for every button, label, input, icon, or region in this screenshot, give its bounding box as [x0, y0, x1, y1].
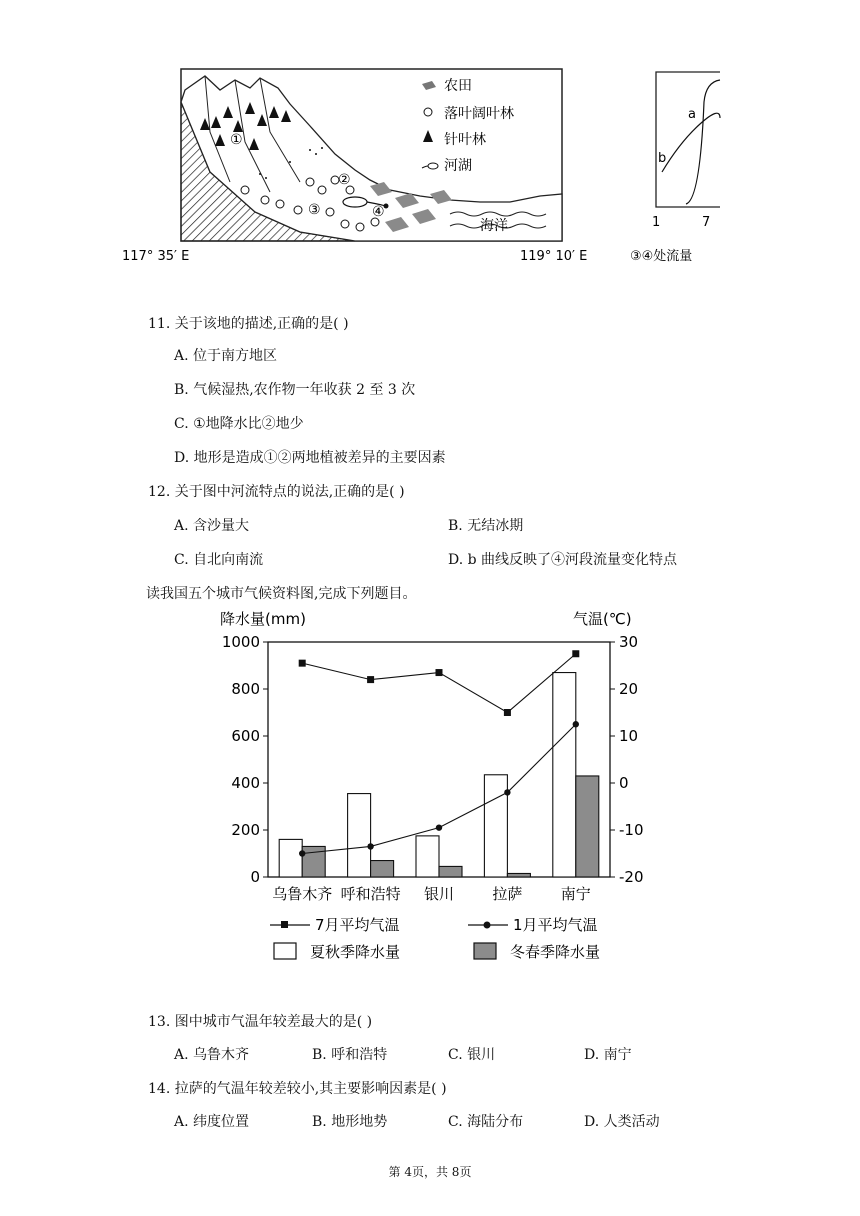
q11-option-a[interactable]: A. 位于南方地区 [174, 348, 278, 364]
legend-farmland: 农田 [444, 78, 472, 94]
bar-winter-spring [576, 776, 599, 877]
point-july-temp [572, 650, 579, 657]
point-jan-temp [367, 843, 373, 849]
point-july-temp [299, 660, 306, 667]
bar-summer-autumn [416, 836, 439, 877]
legend-winter-precip: 冬春季降水量 [510, 943, 601, 961]
q11-option-d[interactable]: D. 地形是造成①②两地植被差异的主要因素 [174, 450, 446, 466]
y-axis-title: 降水量(mm) [220, 610, 306, 628]
point-july-temp [504, 709, 511, 716]
y2-tick-label: 10 [619, 727, 639, 745]
longitude-right: 119° 10′ E [520, 249, 588, 264]
point-jan-temp [504, 789, 510, 795]
y2-tick-label: 30 [619, 633, 639, 651]
y-tick-label: 600 [231, 727, 260, 745]
bar-summer-autumn [348, 794, 371, 877]
sea-label: 海洋 [480, 218, 508, 234]
y-tick-label: 200 [231, 821, 260, 839]
x-tick-label: 南宁 [560, 885, 591, 903]
longitude-left: 117° 35′ E [122, 249, 190, 264]
q12-option-a[interactable]: A. 含沙量大 [174, 518, 250, 534]
q11-option-c[interactable]: C. ①地降水比②地少 [174, 416, 304, 432]
flow-graph [600, 62, 720, 272]
x-tick-label: 银川 [423, 885, 455, 903]
question-14: 14. 拉萨的气温年较差较小,其主要影响因素是( ) [148, 1081, 447, 1097]
legend-river: 河湖 [444, 158, 472, 174]
q12-option-c[interactable]: C. 自北向南流 [174, 552, 264, 568]
marker-3: ③ [308, 202, 321, 218]
y-tick-label: 800 [231, 680, 260, 698]
bar-winter-spring [507, 873, 530, 877]
legend-deciduous: 落叶阔叶林 [444, 106, 514, 122]
q14-option-c[interactable]: C. 海陆分布 [448, 1114, 524, 1130]
q13-option-a[interactable]: A. 乌鲁木齐 [174, 1047, 250, 1063]
bar-summer-autumn [279, 839, 302, 877]
x-tick-label: 呼和浩特 [340, 885, 401, 903]
legend-summer-precip: 夏秋季降水量 [310, 943, 401, 961]
curve-b-label: b [658, 151, 667, 166]
question-13: 13. 图中城市气温年较差最大的是( ) [148, 1014, 373, 1030]
intro-text: 读我国五个城市气候资料图,完成下列题目。 [146, 586, 417, 602]
y2-tick-label: 0 [619, 774, 629, 792]
y2-tick-label: -20 [619, 868, 644, 886]
x-tick-label: 拉萨 [492, 885, 523, 903]
q13-option-d[interactable]: D. 南宁 [584, 1047, 632, 1063]
flow-graph-caption: ③④处流量 [630, 249, 693, 264]
point-july-temp [436, 669, 443, 676]
q13-option-c[interactable]: C. 银川 [448, 1047, 496, 1063]
page-footer: 第 4页，共 8页 [388, 1165, 472, 1179]
tick-1: 1 [652, 215, 661, 230]
y-tick-label: 1000 [221, 633, 260, 651]
y2-tick-label: -10 [619, 821, 644, 839]
marker-1: ① [230, 132, 243, 148]
question-11: 11. 关于该地的描述,正确的是( ) [148, 316, 349, 332]
tick-7: 7 [702, 215, 711, 230]
point-jan-temp [436, 824, 442, 830]
marker-2: ② [338, 172, 351, 188]
q13-option-b[interactable]: B. 呼和浩特 [312, 1047, 388, 1063]
q14-option-b[interactable]: B. 地形地势 [312, 1114, 388, 1130]
point-jan-temp [299, 850, 305, 856]
y-tick-label: 400 [231, 774, 260, 792]
bar-summer-autumn [484, 775, 507, 877]
x-tick-label: 乌鲁木齐 [272, 885, 333, 903]
q12-option-d[interactable]: D. b 曲线反映了④河段流量变化特点 [448, 552, 678, 568]
legend-jan-temp: 1月平均气温 [513, 916, 598, 934]
climate-chart [200, 600, 660, 980]
terrain-map [122, 62, 600, 272]
y2-tick-label: 20 [619, 680, 639, 698]
bar-winter-spring [439, 866, 462, 877]
y2-axis-title: 气温(℃) [573, 610, 632, 628]
legend-conifer: 针叶林 [444, 132, 486, 148]
bar-winter-spring [371, 861, 394, 877]
line-july-temp [302, 654, 576, 713]
line-jan-temp [302, 724, 576, 853]
y-tick-label: 0 [250, 868, 260, 886]
curve-a-label: a [688, 107, 696, 122]
question-12: 12. 关于图中河流特点的说法,正确的是( ) [148, 484, 405, 500]
legend-july-temp: 7月平均气温 [315, 916, 400, 934]
q12-option-b[interactable]: B. 无结冰期 [448, 518, 524, 534]
point-july-temp [367, 676, 374, 683]
bar-summer-autumn [553, 673, 576, 877]
q14-option-d[interactable]: D. 人类活动 [584, 1114, 660, 1130]
marker-4: ④ [372, 204, 385, 220]
q11-option-b[interactable]: B. 气候湿热,农作物一年收获 2 至 3 次 [174, 382, 416, 398]
q14-option-a[interactable]: A. 纬度位置 [174, 1114, 250, 1130]
chart-legend [270, 916, 600, 961]
point-jan-temp [573, 721, 579, 727]
